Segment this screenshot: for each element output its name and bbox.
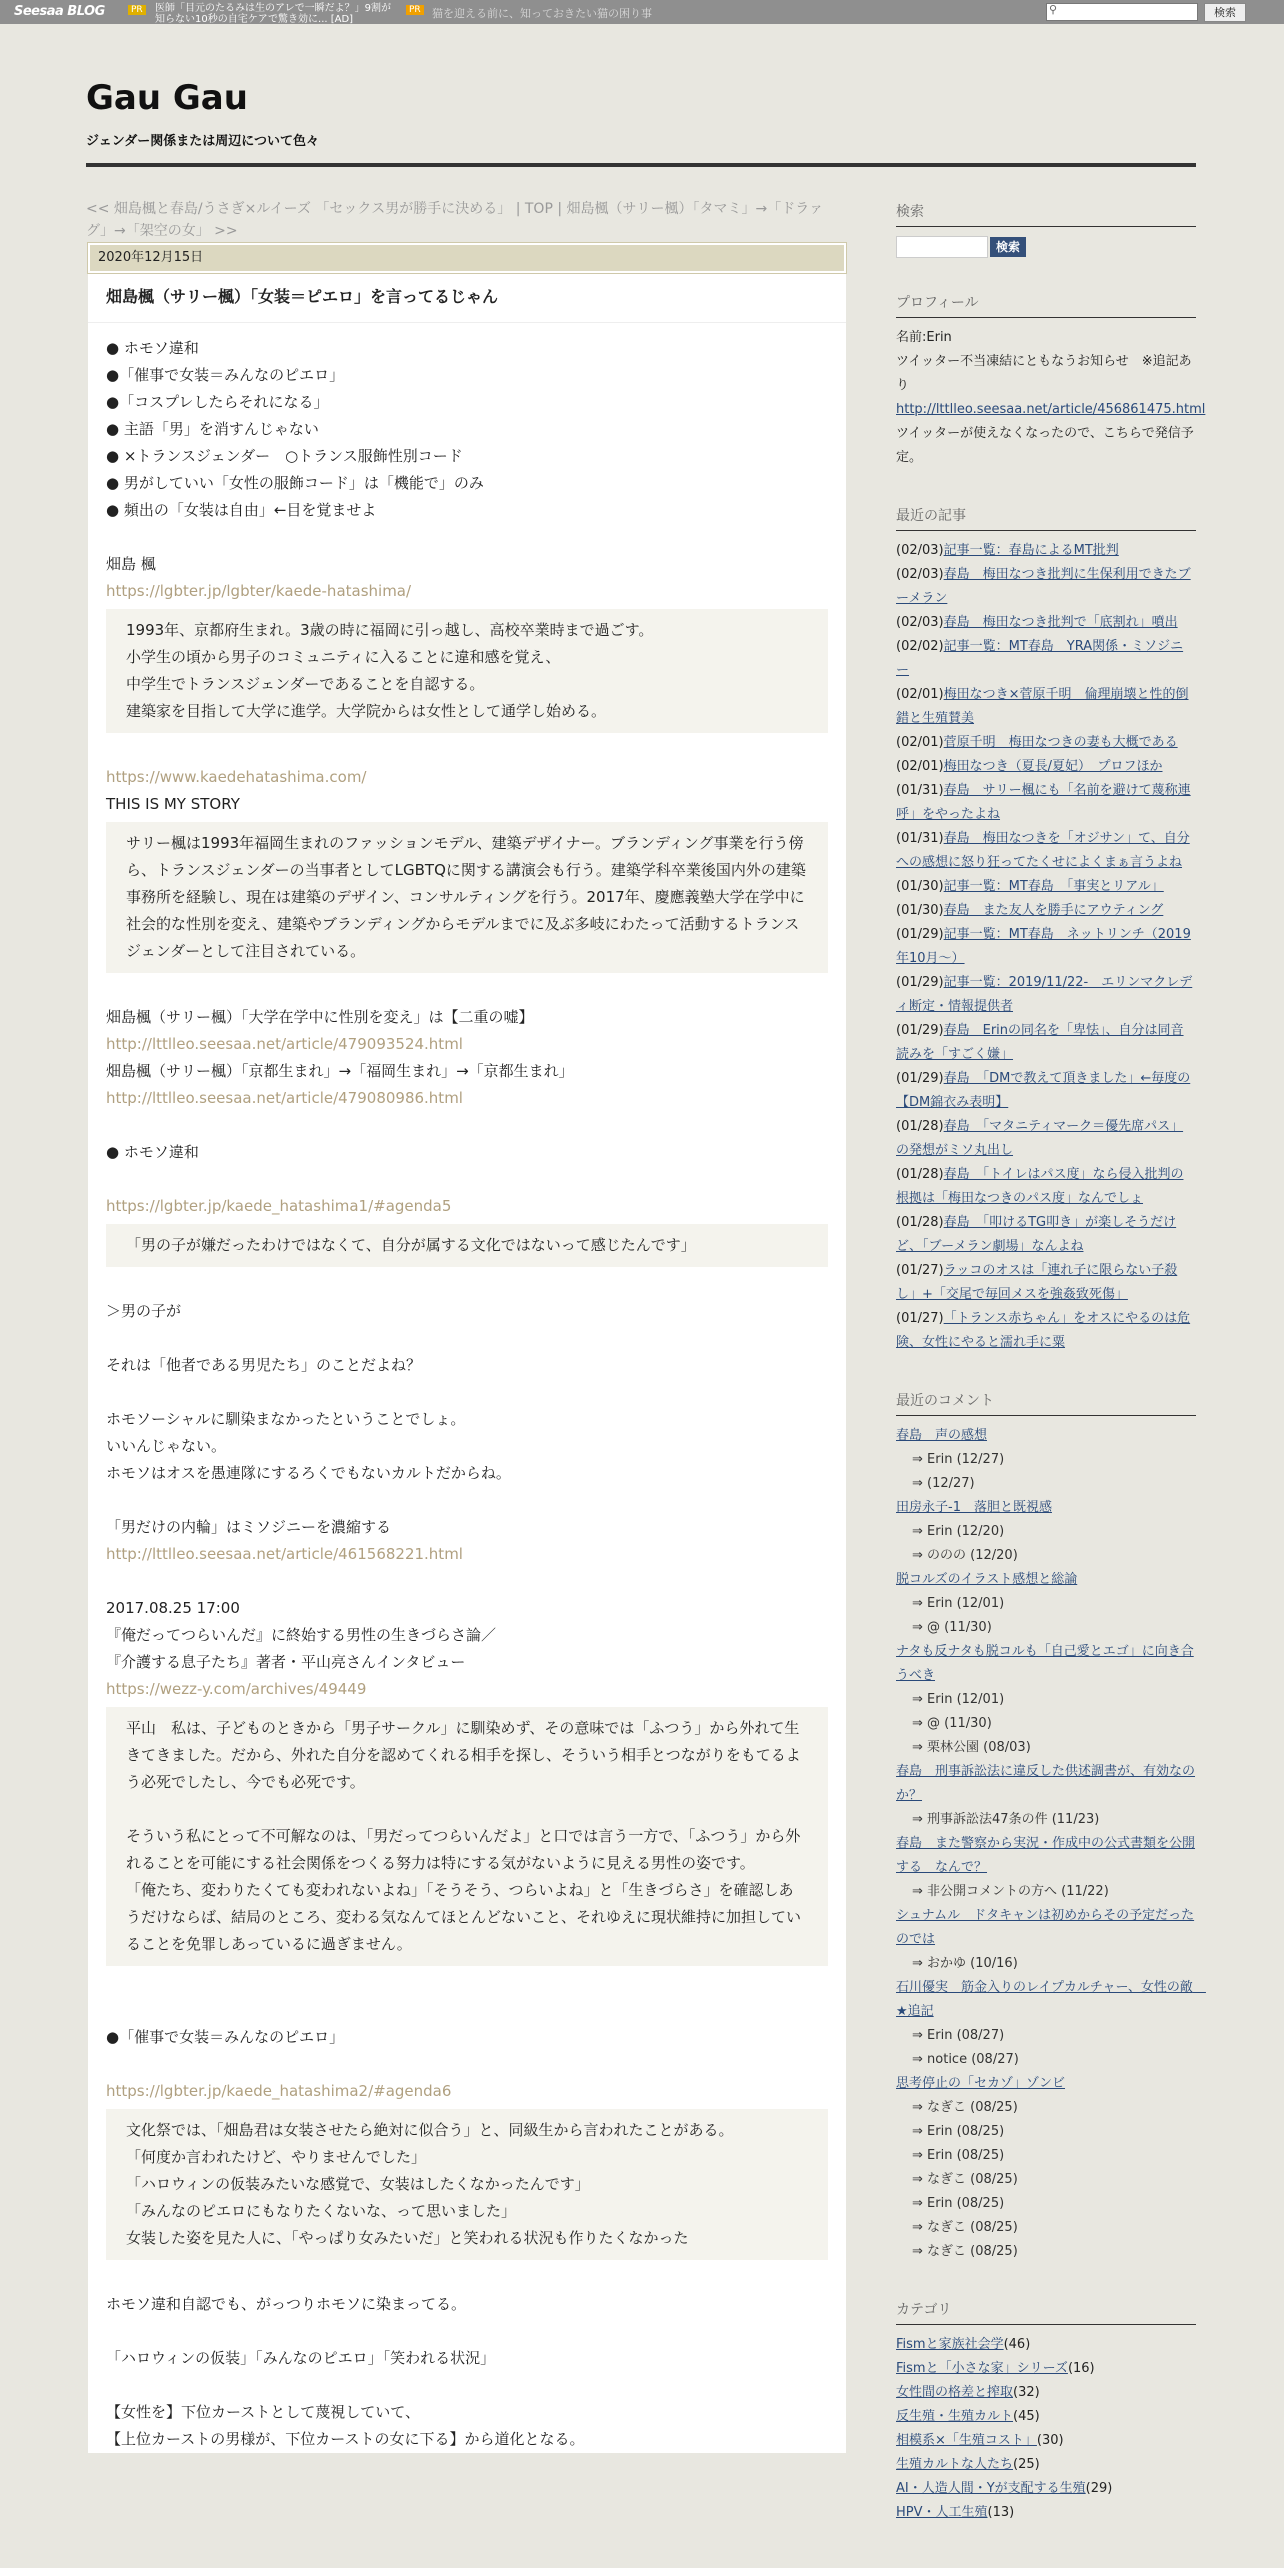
post-text: 畑島楓（サリー楓）「京都生まれ」→「福岡生まれ」→「京都生まれ」 [106,1062,574,1080]
quote-line: 「男の子が嫌だったわけではなくて、自分が属する文化ではないって感じたんです」 [126,1236,696,1254]
comment-article-link[interactable]: 脱コルズのイラスト感想と総論 [896,1572,1078,1587]
recent-article-date: (02/03) [896,543,944,558]
recent-article-date: (02/01) [896,687,944,702]
post-text: ホモソ違和自認でも、がっつりホモソに染まってる。 [106,2295,467,2313]
comment-article-link[interactable]: ナタも反ナタも脱コルも「自己愛とエゴ」に向き合うべき [896,1644,1194,1683]
blank-line [106,977,828,1004]
recent-article-item [896,971,1196,1019]
recent-article-item [896,1067,1196,1115]
post-link[interactable]: https://wezz-y.com/archives/49449 [106,1680,367,1698]
post-text: ● ホモソ違和 [106,339,199,357]
category-link[interactable]: AI・人造人間・Yが支配する生殖 [896,2481,1086,2496]
category-item [896,2405,1196,2429]
comment-entry: ⇒ Erin (12/20) [912,1524,1005,1539]
category-item [896,2501,1196,2525]
category-link[interactable]: HPV・人工生殖 [896,2505,988,2520]
recent-article-item [896,731,1196,755]
recent-article-item [896,1259,1196,1307]
profile-link[interactable]: http://lttlleo.seesaa.net/article/456861475.html [896,402,1206,417]
sidebar-search-input[interactable] [896,236,988,258]
quote-line: 平山 私は、子どものときから「男子サークル」に馴染めず、その意味では「ふつう」から外れて生きてきました。だから、外れた自分を認めてくれる相手を探し、そういう相手とつながりをもてるよう必死でしたし、今でも必死です。 [126,1719,801,1791]
recent-article-item [896,635,1196,683]
recent-article-item [896,683,1196,731]
comment-entry: ⇒ (12/27) [912,1476,975,1491]
category-heading: カテゴリ [896,2298,1196,2325]
category-count: (45) [1013,2409,1040,2424]
profile-text: 名前:Erin [896,330,952,345]
category-link[interactable]: Fismと「小さな家」シリーズ [896,2361,1068,2376]
ad-link[interactable]: 医師「目元のたるみは生のアレで一瞬だよ？」9割が知らない10秒の自宅ケアで驚き効に... [AD] [155,3,391,25]
recent-article-link[interactable]: 春島 また友人を勝手にアウティング [943,903,1164,918]
pr-badge-2: PR [406,5,424,15]
quote-line: 建築家を目指して大学に進学。大学院からは女性として通学し始める。 [126,702,607,720]
recent-article-link[interactable]: 春島 「トイレはパス度」なら侵入批判の根拠は「梅田なつきのパス度」なんでしょ [896,1167,1184,1206]
recent-article-item [896,1115,1196,1163]
profile-text: ツイッター不当凍結にともなうお知らせ ※追記あり [896,354,1192,393]
blockquote [106,1707,828,1966]
post-text: 「ハロウィンの仮装」「みんなのピエロ」「笑われる状況」 [106,2349,496,2367]
post-text: 2017.08.25 17:00 [106,1599,240,1617]
post-body [88,273,846,2453]
blank-line [106,1568,828,1595]
category-count: (46) [1003,2337,1031,2352]
category-link[interactable]: Fismと家族社会学 [896,2337,1004,2352]
post-text: ● ×トランスジェンダー ○トランス服飾性別コード [106,447,463,465]
post-text: ●「コスプレしたらそれになる」 [106,393,329,411]
top-search-button[interactable]: 検索 [1204,3,1246,22]
quote-line: サリー楓は1993年福岡生まれのファッションモデル、建築デザイナー。ブランディング事業を行う傍ら、トランスジェンダーの当事者としてLGBTQに関する講演会も行う。建築学科卒業後国内外の建築事務所を経験し、現在は建築のデザイン、コンサルティングを行う。2017年、慶應義塾大学在学中に社会的な性別を変え、建築やブランディングからモデルまでに及ぶ多岐にわたって活動するトランスジェンダーとして注目されている。 [126,834,806,960]
recent-article-link[interactable]: 春島 梅田なつき批判で「底割れ」噴出 [943,615,1178,630]
recent-article-date: (01/31) [896,783,944,798]
post-date: 2020年12月15日 [88,243,846,273]
post-text: ● 頻出の「女装は自由」←目を覚ませよ [106,501,377,519]
recent-article-item [896,563,1196,611]
recent-article-item [896,923,1196,971]
recent-article-link[interactable]: ラッコのオスは「連れ子に限らない子殺し」+「交尾で毎回メスを強姦致死傷」 [896,1263,1178,1302]
recent-article-date: (01/28) [896,1119,944,1134]
header-divider [86,163,1196,167]
post-text: ホモソはオスを愚連隊にするろくでもないカルトだからね。 [106,1464,511,1482]
recent-article-date: (02/01) [896,735,944,750]
recent-article-link[interactable]: 春島 サリー楓にも「名前を避けて蔑称連呼」をやったよね [896,783,1191,822]
quote-line: 小学生の頃から男子のコミュニティに入ることに違和感を覚え、 [126,648,561,666]
comment-article-link[interactable]: 田房永子-1 落胆と既視感 [896,1500,1052,1515]
post-text: ● ホモソ違和 [106,1143,199,1161]
profile-heading: プロフィール [896,291,1196,318]
comment-article-link[interactable]: シュナムル ドタキャンは初めからその予定だったのでは [896,1908,1195,1947]
recent-article-link[interactable]: 記事一覧：2019/11/22- エリンマクレディ断定・情報提供者 [896,975,1193,1014]
category-count: (32) [1013,2385,1040,2400]
category-count: (29) [1085,2481,1113,2496]
category-count: (13) [987,2505,1015,2520]
search-icon: ⚲ [1049,3,1058,16]
category-count: (30) [1036,2433,1064,2448]
post-link[interactable]: http://lttlleo.seesaa.net/article/461568221.html [106,1545,463,1563]
comment-entry: ⇒ Erin (08/27) [912,2028,1005,2043]
recent-article-date: (01/29) [896,975,944,990]
recent-article-link[interactable]: 春島 梅田なつきを「オジサン」て、自分への感想に怒り狂ってたくせによくまぁ言うよね [896,831,1190,870]
recent-article-link[interactable]: 記事一覧：MT春島 「事実とリアル」 [943,879,1164,894]
post-text: 「男だけの内輪」はミソジニーを濃縮する [106,1518,392,1536]
blog-post [88,243,846,2453]
quote-line: 女装した姿を見た人に、「やっぱり女みたいだ」と笑われる状況も作りたくなかった [126,2229,689,2247]
quote-line: そういう私にとって不可解なのは、「男だってつらいんだよ」と口では言う一方で、「ふつう」から外れることを可能にする社会関係をつくる努力は特にする気がないように見える男性の姿です。 [126,1827,801,1872]
blockquote [106,822,828,973]
blank-line [106,737,828,764]
category-item [896,2453,1196,2477]
post-text: ● 主語「男」を消すんじゃない [106,420,319,438]
recent-article-link[interactable]: 春島 「DMで教えて頂きました」←毎度の【DM錦衣み表明】 [896,1071,1191,1110]
post-title[interactable]: 畑島楓（サリー楓）「女装＝ピエロ」を言ってるじゃん [88,273,846,323]
post-link[interactable]: https://lgbter.jp/kaede_hatashima1/#agenda5 [106,1197,452,1215]
quote-line: 「ハロウィンの仮装みたいな感覚で、女装はしたくなかったんです」 [126,2175,590,2193]
blank-line [106,2264,828,2291]
comment-article-link[interactable]: 思考停止の「セカゾ」ゾンビ [896,2076,1066,2091]
comment-article-link[interactable]: 春島 刑事訴訟法に違反した供述調書が、有効なのか？ [896,1764,1196,1803]
comment-entry: ⇒ ののの (12/20) [912,1548,1018,1563]
recent-article-link[interactable]: 梅田なつき（夏長/夏妃） プロフほか [943,759,1163,774]
comment-entry: ⇒ おかゆ (10/16) [912,1956,1018,1971]
category-link[interactable]: 相模系×「生殖コスト」 [896,2433,1037,2448]
comment-article-link[interactable]: 石川優実 筋金入りのレイプカルチャー、女性の敵 ★追記 [896,1980,1206,2019]
comment-entry: ⇒ Erin (08/25) [912,2196,1005,2211]
recent-article-date: (02/03) [896,567,944,582]
seesaa-top-bar [0,0,1284,24]
post-text: ● 男がしていい「女性の服飾コード」は「機能で」のみ [106,474,484,492]
sidebar [896,200,1206,2525]
comment-entry: ⇒ なぎこ (08/25) [912,2244,1018,2259]
post-text: ●「催事で女装＝みんなのピエロ」 [106,2028,345,2046]
blank-line [106,1325,828,1352]
recent-articles-heading: 最近の記事 [896,504,1196,531]
comment-entry: ⇒ なぎこ (08/25) [912,2220,1018,2235]
recent-article-link[interactable]: 春島 Erinの同名を「卑怯」、自分は同音読みを「すごく嫌」 [896,1023,1184,1062]
post-text: 『俺だってつらいんだ』に終始する男性の生きづらさ論／ [106,1626,497,1644]
recent-article-link[interactable]: 梅田なつき×菅原千明 倫理崩壊と性的倒錯と生殖賛美 [896,687,1189,726]
recent-article-date: (02/01) [896,759,944,774]
post-text: 『介護する息子たち』著者・平山亮さんインタビュー [106,1653,466,1671]
quote-line: 中学生でトランスジェンダーであることを自認する。 [126,675,485,693]
seesaa-logo[interactable]: Seesaa BLOG [14,4,105,19]
post-text: THIS IS MY STORY [106,795,240,813]
comment-entry: ⇒ @ (11/30) [912,1716,992,1731]
blank-line [106,1271,828,1298]
post-text: 【上位カーストの男様が、下位カーストの女に下る】から道化となる。 [106,2430,585,2448]
quote-line [126,1796,808,1823]
recent-article-date: (01/28) [896,1167,944,1182]
quote-line: 「みんなのピエロにもなりたくないな、って思いました」 [126,2202,517,2220]
comment-entry: ⇒ Erin (08/25) [912,2124,1005,2139]
recent-article-item [896,1019,1196,1067]
category-count: (25) [1013,2457,1040,2472]
recent-article-item [896,875,1196,899]
recent-article-date: (01/30) [896,903,944,918]
blockquote [106,609,828,733]
post-link[interactable]: https://lgbter.jp/lgbter/kaede-hatashima/ [106,582,412,600]
comment-entry: ⇒ 非公開コメントの方へ (11/22) [912,1884,1109,1899]
blog-description: ジェンダー関係または周辺について色々 [86,134,319,149]
quote-line: 1993年、京都府生まれ。3歳の時に福岡に引っ越し、高校卒業時まで過ごす。 [126,621,654,639]
recent-article-date: (01/28) [896,1215,944,1230]
recent-article-item [896,1163,1196,1211]
category-item [896,2357,1196,2381]
blank-line [106,1166,828,1193]
post-text: ＞男の子が [106,1302,182,1320]
recent-article-date: (02/03) [896,615,944,630]
blog-title[interactable]: Gau Gau [86,78,248,118]
blank-line [106,1379,828,1406]
recent-article-date: (01/29) [896,1023,944,1038]
post-link[interactable]: https://www.kaedehatashima.com/ [106,768,367,786]
blank-line [106,1997,828,2024]
recent-article-link[interactable]: 菅原千明 梅田なつきの妻も大概である [943,735,1178,750]
recent-article-date: (02/02) [896,639,944,654]
blank-line [106,2051,828,2078]
recent-article-link[interactable]: 春島 梅田なつき批判に生保利用できたブーメラン [896,567,1191,606]
category-item [896,2381,1196,2405]
post-text: 畑島楓（サリー楓）「大学在学中に性別を変え」は【二重の嘘】 [106,1008,534,1026]
recent-article-date: (01/29) [896,927,944,942]
comment-entry: ⇒ Erin (12/01) [912,1692,1005,1707]
recent-article-date: (01/27) [896,1311,944,1326]
quote-line: 「俺たち、変わりたくても変われないよね」「そうそう、つらいよね」と「生きづらさ」を確認しあうだけならば、結局のところ、変わる気なんてほとんどないこと、それゆえに現状維持に加担していることを免罪しあっているに過ぎません。 [126,1881,802,1953]
post-text: 畑島 楓 [106,555,156,573]
recent-article-link[interactable]: 春島 「叩けるTG叩き」が楽しそうだけど、「ブーメラン劇場」なんよね [896,1215,1177,1254]
recent-article-link[interactable]: 記事一覧：MT春島 ネットリンチ（2019年10月～） [896,927,1191,966]
recent-article-item [896,1211,1196,1259]
comment-entry: ⇒ なぎこ (08/25) [912,2100,1018,2115]
category-count: (16) [1067,2361,1095,2376]
category-item [896,2333,1196,2357]
quote-line: 文化祭では、「畑島君は女装させたら絶対に似合う」と、同級生から言われたことがある。 [126,2121,734,2139]
recent-comments-heading: 最近のコメント [896,1389,1196,1416]
post-link[interactable]: http://lttlleo.seesaa.net/article/479080986.html [106,1089,463,1107]
blockquote [106,2109,828,2260]
search-heading: 検索 [896,200,1196,227]
blank-line [106,1487,828,1514]
category-link[interactable]: 反生殖・生殖カルト [896,2409,1014,2424]
comment-entry: ⇒ 刑事訴訟法47条の件 (11/23) [912,1812,1100,1827]
category-item [896,2477,1196,2501]
comment-entry: ⇒ Erin (12/01) [912,1596,1005,1611]
comment-entry: ⇒ notice (08/27) [912,2052,1019,2067]
comment-entry: ⇒ Erin (08/25) [912,2148,1005,2163]
recent-article-item [896,755,1196,779]
profile-text: ツイッターが使えなくなったので、こちらで発信予定。 [896,426,1194,465]
ad-link-2[interactable]: 猫を迎える前に、知っておきたい猫の困り事 [432,7,652,20]
sidebar-search-button[interactable]: 検索 [990,237,1026,257]
comment-entry: ⇒ @ (11/30) [912,1620,992,1635]
recent-article-item [896,1307,1196,1355]
pr-badge: PR [128,5,146,15]
category-item [896,2429,1196,2453]
top-search-input[interactable] [1046,3,1198,21]
recent-article-item [896,827,1196,875]
post-text: ●「催事で女装＝みんなのピエロ」 [106,366,345,384]
post-link[interactable]: http://lttlleo.seesaa.net/article/479093524.html [106,1035,463,1053]
recent-article-date: (01/29) [896,1071,944,1086]
recent-article-date: (01/30) [896,879,944,894]
recent-article-link[interactable]: 「トランス赤ちゃん」をオスにやるのは危険、女性にやると濡れ手に粟 [896,1311,1191,1350]
recent-article-link[interactable]: 記事一覧：春島によるMT批判 [943,543,1119,558]
recent-article-link[interactable]: 春島 「マタニティマーク＝優先席パス」の発想がミソ丸出し [896,1119,1184,1158]
blank-line [106,524,828,551]
blank-line [106,2372,828,2399]
post-text: 【女性を】下位カーストとして蔑視していて、 [106,2403,420,2421]
category-link[interactable]: 女性間の格差と搾取 [896,2385,1014,2400]
comment-article-link[interactable]: 春島 また警察から実況・作成中の公式書類を公開する なんで？ [896,1836,1196,1875]
recent-article-item [896,779,1196,827]
post-text: ホモソーシャルに馴染まなかったということでしょ。 [106,1410,466,1428]
comment-entry: ⇒ 栗林公園 (08/03) [912,1740,1031,1755]
post-text: それは「他者である男児たち」のことだよね？ [106,1356,422,1374]
quote-line: 「何度か言われたけど、やりませんでした」 [126,2148,427,2166]
post-text: いいんじゃない。 [106,1437,227,1455]
comment-article-link[interactable]: 春島 声の感想 [896,1428,988,1443]
recent-article-item [896,539,1196,563]
comment-entry: ⇒ なぎこ (08/25) [912,2172,1018,2187]
blank-line [106,2318,828,2345]
blank-line [106,1112,828,1139]
recent-article-link[interactable]: 記事一覧：MT春島 YRA関係・ミソジニー [896,639,1184,678]
blockquote [106,1224,828,1267]
recent-article-item [896,611,1196,635]
blank-line [106,1970,828,1997]
post-navigation[interactable]: << 畑島楓と春島/うさぎ×ルイーズ 「セックス男が勝手に決める」 | TOP | 畑島楓（サリー楓）「タマミ」→「ドラァグ」→「架空の女」 >> [86,201,824,239]
recent-article-date: (01/27) [896,1263,944,1278]
recent-article-item [896,899,1196,923]
post-link[interactable]: https://lgbter.jp/kaede_hatashima2/#agenda6 [106,2082,452,2100]
comment-entry: ⇒ Erin (12/27) [912,1452,1005,1467]
recent-article-date: (01/31) [896,831,944,846]
category-link[interactable]: 生殖カルトな人たち [896,2457,1014,2472]
